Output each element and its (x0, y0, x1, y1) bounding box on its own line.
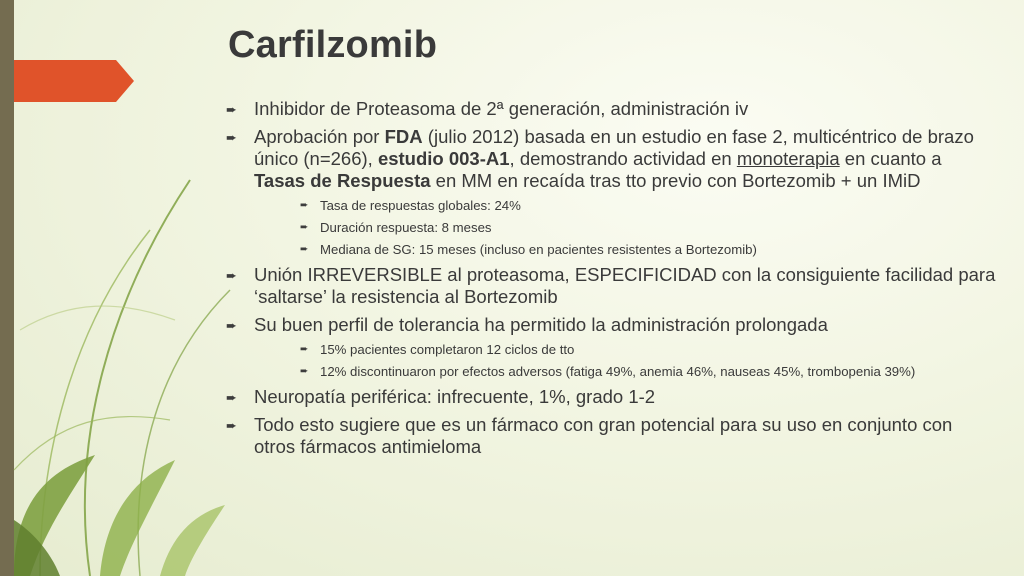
sub-bullet-text: Duración respuesta: 8 meses (320, 220, 492, 235)
sub-bullet-text: 12% discontinuaron por efectos adversos (fatiga 49%, anemia 46%, nauseas 45%, trombopenia 39%) (320, 364, 916, 379)
arrow-bullet-icon: ➨ (300, 200, 309, 211)
arrow-bullet-icon: ➨ (300, 344, 309, 355)
arrow-bullet-icon: ➨ (226, 318, 237, 333)
arrow-bullet-icon: ➨ (226, 268, 237, 283)
text-run: en MM en recaída tras tto previo con Bortezomib + un IMiD (430, 170, 921, 191)
sub-bullet-text: 15% pacientes completaron 12 ciclos de tto (320, 342, 575, 357)
bullet-item (226, 98, 996, 120)
arrow-bullet-icon: ➨ (300, 244, 309, 255)
bullet-text: Inhibidor de Proteasoma de 2ª generación, administración iv (254, 98, 749, 119)
sub-bullet-item (226, 364, 996, 380)
sub-bullet-item (226, 342, 996, 358)
sub-bullet-item (226, 220, 996, 236)
bullet-item (226, 264, 996, 308)
arrow-bullet-icon: ➨ (300, 366, 309, 377)
arrow-bullet-icon: ➨ (226, 102, 237, 117)
sub-bullet-item (226, 198, 996, 214)
bullet-text: Su buen perfil de tolerancia ha permitido la administración prolongada (254, 314, 828, 335)
bold-tasas: Tasas de Respuesta (254, 170, 431, 191)
sub-bullet-text: Mediana de SG: 15 meses (incluso en pacientes resistentes a Bortezomib) (320, 242, 757, 257)
text-run: en cuanto a (839, 148, 942, 169)
bullet-text: Neuropatía periférica: infrecuente, 1%, grado 1-2 (254, 386, 656, 407)
bullet-text: Unión IRREVERSIBLE al proteasoma, ESPECIFICIDAD con la consiguiente facilidad para ‘saltarse’ la resistencia al Bortezomib (254, 264, 996, 307)
underlined-monoterapia: monoterapia (736, 148, 840, 169)
decorative-leaves (0, 0, 240, 576)
decor-leaf-4 (160, 505, 225, 576)
decor-leaf-3 (100, 460, 175, 576)
text-run: , demostrando actividad en (509, 148, 737, 169)
arrow-bullet-icon: ➨ (226, 130, 237, 145)
bullet-item (226, 386, 996, 408)
bold-study: estudio 003-A1 (377, 148, 510, 169)
arrow-bullet-icon: ➨ (226, 418, 237, 433)
sub-bullet-text: Tasa de respuestas globales: 24% (320, 198, 521, 213)
bullet-item (226, 314, 996, 336)
slide-title: Carfilzomib (228, 24, 438, 66)
sub-bullet-item (226, 242, 996, 258)
arrow-bullet-icon: ➨ (300, 222, 309, 233)
bullet-item (226, 414, 996, 458)
bullet-text: Todo esto sugiere que es un fármaco con gran potencial para su uso en conjunto con otros fármacos antimieloma (254, 414, 953, 457)
bullet-text-approval (254, 126, 996, 192)
bullet-item (226, 126, 996, 192)
decor-curve-5 (20, 306, 175, 330)
slide-content (226, 98, 996, 464)
title-arrow-tab (14, 60, 134, 102)
text-run: Aprobación por (254, 126, 385, 147)
arrow-bullet-icon: ➨ (226, 390, 237, 405)
bold-fda: FDA (384, 126, 423, 147)
text-run: (julio 2012) basada en un estudio en fase 2, multicéntrico de brazo único (n=266), (254, 126, 974, 169)
